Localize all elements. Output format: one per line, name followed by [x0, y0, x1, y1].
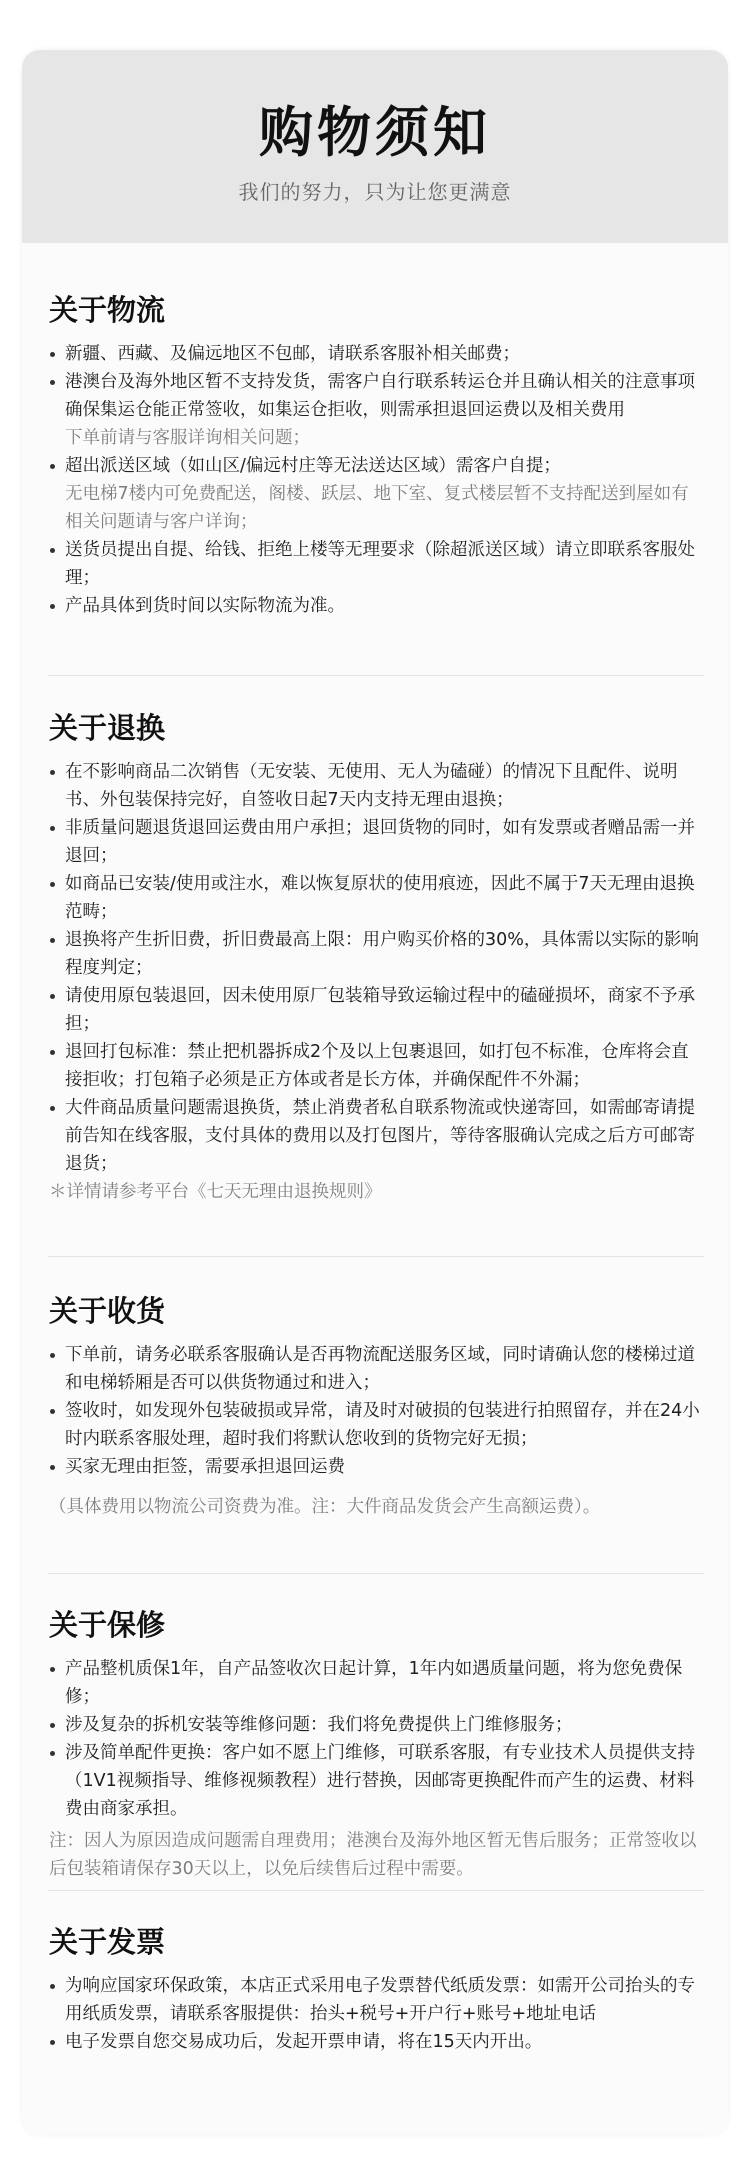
section-divider: [48, 1256, 704, 1257]
receiving-section: [49, 1291, 703, 1521]
list-item-text: 涉及复杂的拆机安装等维修问题：我们将免费提供上门维修服务；: [65, 1715, 573, 1735]
list-item-text: 退换将产生折旧费，折旧费最高上限：用户购买价格的30%，具体需以实际的影响程度判定；: [65, 930, 699, 978]
list-item: [49, 1094, 703, 1178]
warranty-section: [49, 1605, 703, 1883]
warranty-note: 注：因人为原因造成问题需自理费用；港澳台及海外地区暂无售后服务；正常签收以后包装箱请保存30天以上，以免后续售后过程中需要。: [49, 1831, 697, 1879]
list-item: [49, 814, 703, 870]
list-item-subtext: 无电梯7楼内可免费配送，阁楼、跃层、地下室、复式楼层暂不支持配送到屋如有相关问题请与客户详询；: [65, 484, 689, 532]
list-item: [49, 1038, 703, 1094]
header-banner: [22, 50, 728, 243]
returns-section: [49, 708, 703, 1206]
list-item-text: 港澳台及海外地区暂不支持发货，需客户自行联系转运仓并且确认相关的注意事项确保集运仓能正常签收，如集运仓拒收，则需承担退回运费以及相关费用: [65, 372, 695, 420]
section-divider: [48, 1573, 704, 1574]
list-item: [49, 982, 703, 1038]
receiving-list: [49, 1341, 703, 1481]
warranty-list: [49, 1655, 703, 1823]
section-divider: [48, 675, 704, 676]
list-item-text: 签收时，如发现外包装破损或异常，请及时对破损的包装进行拍照留存，并在24小时内联系客服处理，超时我们将默认您收到的货物完好无损；: [65, 1401, 700, 1449]
list-item-text: 下单前，请务必联系客服确认是否再物流配送服务区域，同时请确认您的楼梯过道和电梯轿厢是否可以供货物通过和进入；: [65, 1345, 695, 1393]
list-item: [49, 2028, 703, 2056]
list-item: [49, 1341, 703, 1397]
list-item-text: 涉及简单配件更换：客户如不愿上门维修，可联系客服，有专业技术人员提供支持（1V1视频指导、维修视频教程）进行替换，因邮寄更换配件而产生的运费、材料费由商家承担。: [65, 1743, 695, 1819]
list-item-text: 退回打包标准：禁止把机器拆成2个及以上包裹退回，如打包不标准，仓库将会直接拒收；打包箱子必须是正方体或者是长方体，并确保配件不外漏；: [65, 1042, 689, 1090]
list-item: [49, 368, 703, 452]
warranty-title: 关于保修: [49, 1608, 166, 1642]
list-item: [49, 926, 703, 982]
list-item: [49, 592, 703, 620]
returns-list: [49, 758, 703, 1178]
list-item-text: 电子发票自您交易成功后，发起开票申请，将在15天内开出。: [65, 2032, 543, 2052]
list-item: [49, 1711, 703, 1739]
list-item: [49, 340, 703, 368]
list-item: [49, 1397, 703, 1453]
list-item-subtext: 下单前请与客服详询相关问题；: [65, 428, 310, 448]
list-item-text: 送货员提出自提、给钱、拒绝上楼等无理要求（除超派送区域）请立即联系客服处理；: [65, 540, 695, 588]
logistics-section: [49, 290, 703, 620]
list-item: [49, 1453, 703, 1481]
list-item-text: 在不影响商品二次销售（无安装、无使用、无人为磕碰）的情况下且配件、说明书、外包装保持完好，自签收日起7天内支持无理由退换；: [65, 762, 678, 810]
returns-note: ＊详情请参考平台《七天无理由退换规则》: [49, 1182, 382, 1202]
list-item: [49, 1739, 703, 1823]
returns-title: 关于退换: [49, 711, 166, 745]
list-item: [49, 758, 703, 814]
invoice-title: 关于发票: [49, 1925, 166, 1959]
logistics-title: 关于物流: [49, 293, 166, 327]
page-title: 购物须知: [259, 101, 491, 164]
list-item: [49, 452, 703, 536]
list-item-text: 新疆、西藏、及偏远地区不包邮，请联系客服补相关邮费；: [65, 344, 520, 364]
list-item: [49, 870, 703, 926]
list-item-text: 大件商品质量问题需退换货，禁止消费者私自联系物流或快递寄回，如需邮寄请提前告知在线客服，支付具体的费用以及打包图片，等待客服确认完成之后方可邮寄退货；: [65, 1098, 695, 1174]
shopping-notice-card: [22, 50, 728, 2135]
list-item: [49, 1972, 703, 2028]
list-item-text: 产品整机质保1年，自产品签收次日起计算，1年内如遇质量问题，将为您免费保修；: [65, 1659, 683, 1707]
list-item-text: 超出派送区域（如山区/偏远村庄等无法送达区域）需客户自提；: [65, 456, 561, 476]
list-item-text: 非质量问题退货退回运费由用户承担；退回货物的同时，如有发票或者赠品需一并退回；: [65, 818, 695, 866]
list-item: [49, 1655, 703, 1711]
logistics-list: [49, 340, 703, 620]
invoice-list: [49, 1972, 703, 2056]
list-item-text: 产品具体到货时间以实际物流为准。: [65, 596, 345, 616]
receiving-title: 关于收货: [49, 1294, 166, 1328]
section-divider: [48, 1890, 704, 1891]
invoice-section: [49, 1922, 703, 2056]
list-item-text: 请使用原包装退回，因未使用原厂包装箱导致运输过程中的磕碰损坏，商家不予承担；: [65, 986, 695, 1034]
list-item: [49, 536, 703, 592]
list-item-text: 如商品已安装/使用或注水，难以恢复原状的使用痕迹，因此不属于7天无理由退换范畴；: [65, 874, 695, 922]
list-item-text: 为响应国家环保政策，本店正式采用电子发票替代纸质发票：如需开公司抬头的专用纸质发票，请联系客服提供：抬头+税号+开户行+账号+地址电话: [65, 1976, 695, 2024]
page-subtitle: 我们的努力，只为让您更满意: [238, 180, 512, 204]
receiving-note: （具体费用以物流公司资费为准。注：大件商品发货会产生高额运费）。: [49, 1497, 601, 1517]
list-item-text: 买家无理由拒签，需要承担退回运费: [65, 1457, 345, 1477]
